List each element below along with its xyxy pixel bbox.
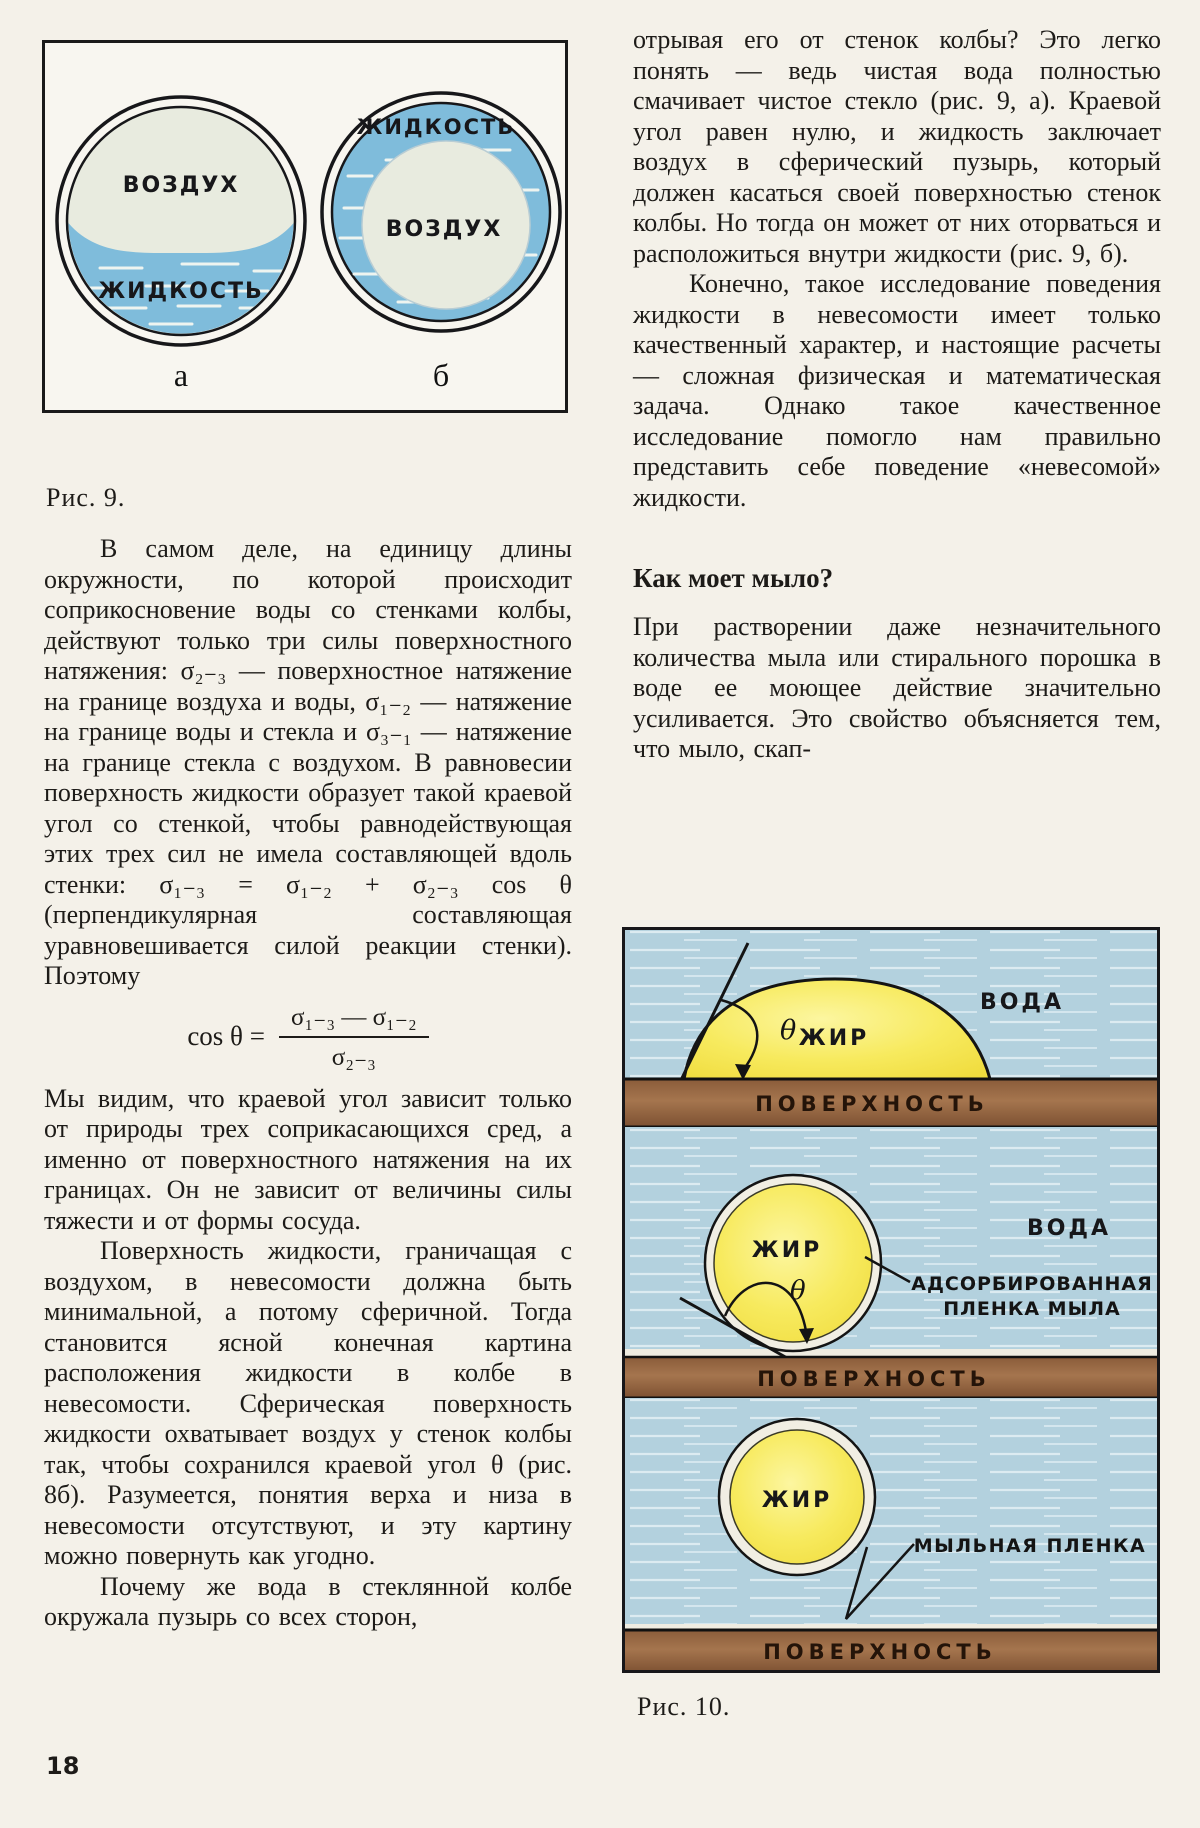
adsorbed-film-label-line1: АДСОРБИРОВАННАЯ: [911, 1273, 1153, 1295]
paragraph: При растворении даже незначительного количества мыла или стирального порошка в воде ее моющее действие значительно усиливается. Это свойство объясняется тем, что мыло, скап-: [633, 612, 1161, 763]
formula-numerator: σ₁₋₃ — σ₁₋₂: [279, 1002, 429, 1038]
water-label: ВОДА: [979, 990, 1065, 1015]
page-number: 18: [46, 1752, 80, 1780]
flask-b-sublabel: б: [432, 357, 450, 393]
figure-10-caption: Рис. 10.: [637, 1692, 731, 1721]
flask-b-air-label: ВОЗДУХ: [385, 217, 503, 242]
paragraph: Конечно, такое исследование поведения жидкости в невесомости имеет только качественный характер, и настоящие расчеты — сложная физическая и математическая задача. Однако такое качественное исследование помогло нам правильно представить себе поведение «невесомой» жидкости.: [633, 269, 1161, 512]
theta-symbol: θ: [790, 1276, 806, 1306]
right-column: [633, 25, 1161, 765]
paragraph: отрывая его от стенок колбы? Это легко понять — ведь чистая вода полностью смачивает чистое стекло (рис. 9, а). Краевой угол равен нулю, и жидкость заключает воздух в сферический пузырь, который должен касаться своей поверхностью стенок колбы. Но тогда он может от них оторваться и расположиться внутри жидкости (рис. 9, б).: [633, 25, 1161, 268]
soap-film-label: МЫЛЬНАЯ ПЛЕНКА: [913, 1535, 1147, 1557]
fat-label: ЖИР: [798, 1026, 870, 1051]
formula-fraction: [279, 1002, 429, 1072]
fat-label: ЖИР: [751, 1238, 823, 1263]
contact-angle-formula: [44, 1002, 572, 1072]
paragraph: Поверхность жидкости, граничащая с воздухом, в невесомости должна быть минимальной, а потому сферичной. Тогда становится ясной конечная картина расположения жидкости в колбе в невесомости. Сферическая поверхность жидкости охватывает воздух у стенок колбы так, чтобы сохранился краевой угол θ (рис. 8б). Разумеется, понятия верха и низа в невесомости отсутствуют, и эту картину можно повернуть как угодно.: [44, 1236, 572, 1570]
theta-symbol: θ: [780, 1015, 797, 1046]
formula-denominator: σ₂₋₃: [331, 1043, 376, 1071]
surface-label: ПОВЕРХНОСТЬ: [755, 1092, 989, 1116]
panel-fat-drop-no-soap: [622, 927, 1160, 1127]
fat-label: ЖИР: [761, 1488, 833, 1513]
water-label: ВОДА: [1026, 1216, 1112, 1241]
section-heading: Как моет мыло?: [633, 563, 834, 593]
flask-a-air-label: ВОЗДУХ: [122, 173, 240, 198]
fat-drop: [714, 1184, 872, 1342]
flask-a-liquid-label: ЖИДКОСТЬ: [98, 279, 264, 304]
formula-lhs: cos θ =: [187, 1021, 265, 1051]
surface-label: ПОВЕРХНОСТЬ: [763, 1640, 997, 1664]
panel-fat-drop-soap-film: [622, 1127, 1160, 1398]
paragraph: Почему же вода в стеклянной колбе окружала пузырь со всех сторон,: [44, 1571, 572, 1631]
paragraph: В самом деле, на единицу длины окружности, по которой происходит соприкосновение воды со стенками колбы, действуют только три силы поверхностного натяжения: σ₂₋₃ — поверхностное натяжение на границе воздуха и воды, σ₁₋₂ — натяжение на границе воды и стекла и σ₃₋₁ — натяжение на границе стекла с воздухом. В равновесии поверхность жидкости образует такой краевой угол со стенкой, чтобы равнодействующая этих трех сил не имела составляющей вдоль стенки: σ₁₋₃ = σ₁₋₂ + σ₂₋₃ cos θ (перпендикулярная составляющая уравновешивается силой реакции стенки). Поэтому: [44, 534, 572, 990]
paragraph: Мы видим, что краевой угол зависит только от природы трех соприкасающихся сред, а именно от поверхностного натяжения на их границах. Он не зависит от величины силы тяжести и от формы сосуда.: [44, 1083, 572, 1235]
figure-9: [42, 40, 568, 413]
left-column: [44, 534, 572, 1633]
figure-10: [622, 927, 1160, 1673]
flask-b-liquid-label: ЖИДКОСТЬ: [356, 115, 516, 139]
adsorbed-film-label-line2: ПЛЕНКА МЫЛА: [943, 1298, 1121, 1320]
flask-a-sublabel: а: [173, 357, 189, 393]
panel-fat-drop-detached: [622, 1398, 1160, 1673]
surface-label: ПОВЕРХНОСТЬ: [757, 1367, 991, 1391]
figure-9-caption: Рис. 9.: [46, 483, 126, 512]
